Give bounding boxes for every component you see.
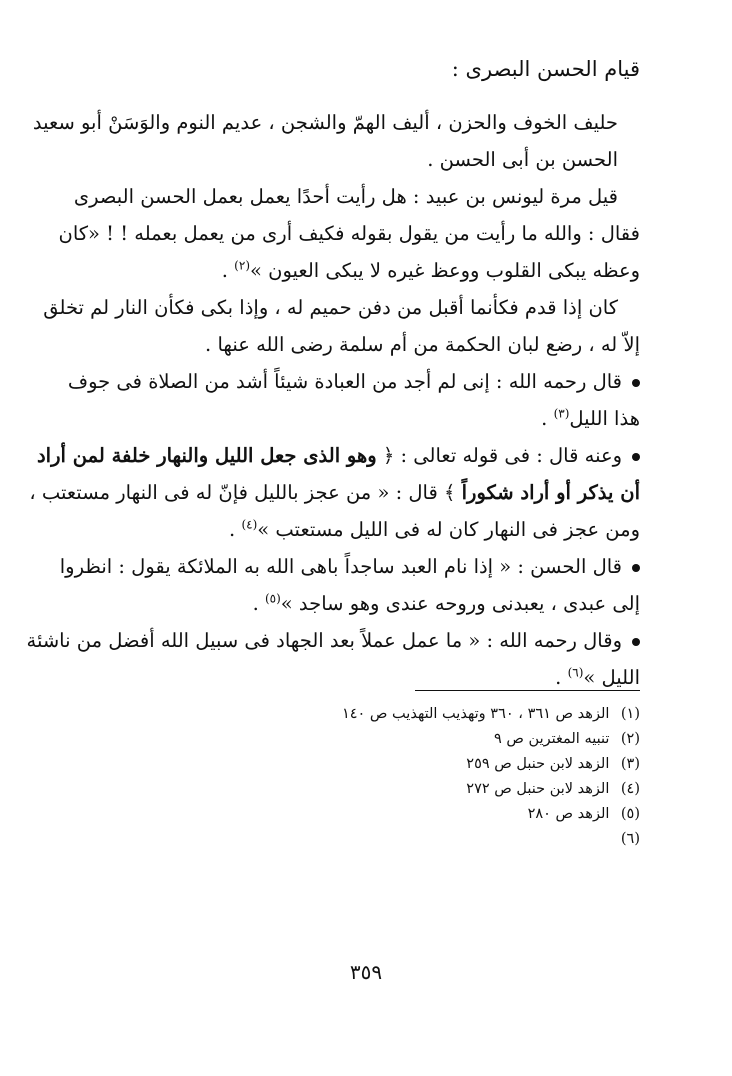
footnote-ref: (٣): [553, 406, 570, 421]
paragraph-7: [26, 622, 640, 696]
footnote-number: (١): [620, 706, 640, 722]
footnote-ref: (٥): [264, 591, 281, 606]
footnote-number: (٥): [620, 806, 640, 822]
text-line: الحسن بن أبى الحسن .: [427, 148, 618, 171]
footnote-number: (٣): [620, 756, 640, 772]
footnote: [342, 752, 640, 777]
footnote-text: الزهد ص ٣٦١ ، ٣٦٠ وتهذيب التهذيب ص ١٤٠: [341, 706, 610, 722]
text-line: حليف الخوف والحزن ، أليف الهمّ والشجن ، عديم النوم والوَسَنْ أبو سعيد: [32, 111, 618, 134]
text-line: [59, 548, 640, 585]
text-line: [26, 622, 640, 659]
footnote: [342, 727, 640, 752]
footnotes: [342, 702, 640, 852]
footnote-divider: [415, 690, 640, 691]
text-segment: قال الحسن : « إذا نام العبد ساجداً باهى الله به الملائكة يقول : انظروا: [59, 555, 622, 578]
page-number: ٣٥٩: [349, 960, 383, 984]
quran-verse: وهو الذى جعل الليل والنهار خلفة لمن أراد: [37, 444, 377, 467]
footnote-ref: (٢): [234, 258, 250, 273]
footnote-ref: (٤): [241, 517, 258, 532]
footnote: [342, 702, 640, 727]
bullet-icon: [632, 453, 640, 461]
text-segment: .: [252, 592, 265, 615]
footnote-text: الزهد ص ٢٨٠: [527, 806, 610, 822]
section-heading: قيام الحسن البصرى :: [451, 57, 640, 81]
text-segment: هذا الليل: [569, 407, 640, 430]
bullet-icon: [632, 379, 640, 387]
text-line: [29, 474, 640, 511]
text-segment: .: [229, 518, 242, 541]
footnote-number: (٤): [620, 781, 640, 797]
text-line: فقال : والله ما رأيت من يقول بقوله فكيف أرى من يعمل بعمله ! ! «كان: [58, 222, 640, 245]
text-segment: وعظه يبكى القلوب ووعظ غيره لا يبكى العيون »: [250, 259, 640, 282]
quran-verse: أن يذكر أو أراد شكوراً: [461, 481, 640, 504]
text-line: إلاّ له ، رضع لبان الحكمة من أم سلمة رضى الله عنها .: [205, 333, 640, 356]
text-segment: قال رحمه الله : إنى لم أجد من العبادة شيئاً أشد من الصلاة فى جوف: [67, 370, 622, 393]
paragraph-5: [29, 437, 640, 548]
footnote-text: الزهد لابن حنبل ص ٢٥٩: [466, 756, 610, 772]
paragraph-2: [58, 178, 640, 289]
text-segment: ومن عجز فى النهار كان له فى الليل مستعتب »: [257, 518, 640, 541]
footnote: [342, 827, 640, 852]
paragraph-3: [43, 289, 640, 363]
text-line: كان إذا قدم فكأنما أقبل من دفن حميم له ، وإذا بكى فكأن النار لم تخلق: [43, 296, 618, 319]
footnote-number: (٢): [620, 731, 640, 747]
footnote-ref: (٦): [567, 665, 584, 680]
footnote-number: (٦): [620, 831, 640, 847]
text-segment: إلى عبدى ، يعبدنى وروحه عندى وهو ساجد »: [280, 592, 640, 615]
text-line: [67, 363, 640, 400]
bullet-icon: [632, 564, 640, 572]
text-line: [92, 252, 640, 289]
paragraph-6: [59, 548, 640, 622]
text-segment: .: [221, 259, 235, 282]
footnote-text: تنبيه المغترين ص ٩: [494, 731, 610, 747]
text-segment: الليل »: [583, 666, 640, 689]
paragraph-4: [67, 363, 640, 437]
text-line: قيل مرة ليونس بن عبيد : هل رأيت أحدًا يعمل بعمل الحسن البصرى: [73, 185, 618, 208]
footnote-text: الزهد لابن حنبل ص ٢٧٢: [466, 781, 610, 797]
bullet-icon: [632, 638, 640, 646]
text-line: [92, 400, 640, 437]
footnote: [342, 802, 640, 827]
text-line: [92, 585, 640, 622]
text-segment: .: [555, 666, 568, 689]
footnote: [342, 777, 640, 802]
paragraph-1: [32, 104, 640, 178]
text-line: [37, 437, 640, 474]
text-segment: ﴾ قال : « من عجز بالليل فإنّ له فى النهار مستعتب ،: [29, 481, 462, 504]
text-line: [92, 511, 640, 548]
text-segment: .: [541, 407, 554, 430]
text-segment: وقال رحمه الله : « ما عمل عملاً بعد الجهاد فى سبيل الله أفضل من ناشئة: [26, 629, 622, 652]
text-segment: وعنه قال : فى قوله تعالى : ﴿: [376, 444, 622, 467]
body-text: [26, 104, 640, 696]
